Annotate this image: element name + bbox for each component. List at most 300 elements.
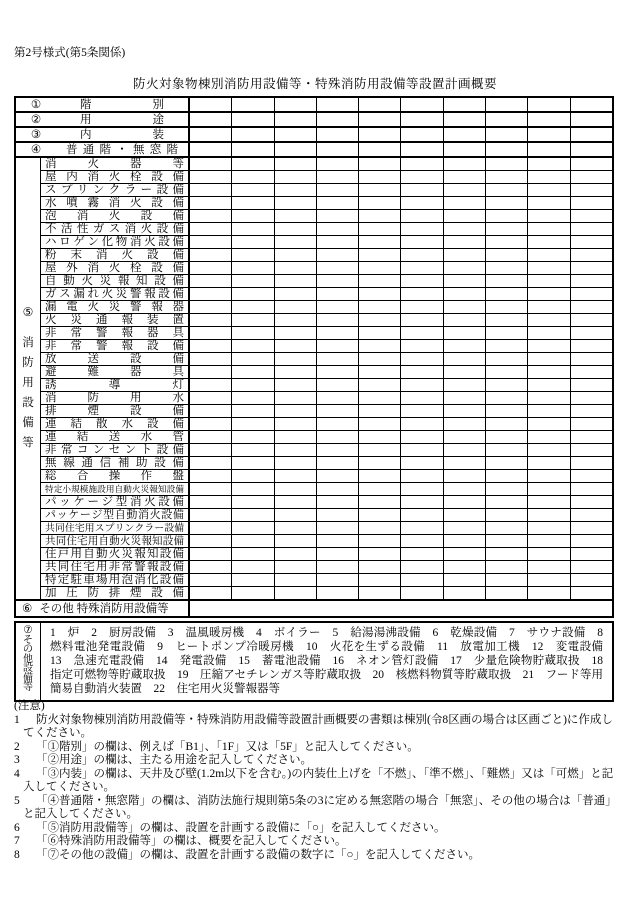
data-cell — [358, 184, 400, 196]
data-cell — [400, 275, 442, 287]
equipment-label: 屋 外 消 火 栓 設 備 — [41, 262, 190, 274]
data-cell — [443, 314, 485, 326]
data-cell — [274, 444, 316, 456]
data-cell — [527, 143, 569, 156]
data-cell — [274, 470, 316, 482]
equipment-row — [41, 483, 612, 496]
equipment-row — [41, 327, 612, 340]
data-cell — [570, 143, 612, 156]
equipment-label: 屋 内 消 火 栓 設 備 — [41, 171, 190, 183]
data-cell — [358, 483, 400, 495]
data-cell — [358, 431, 400, 443]
equipment-row — [41, 561, 612, 574]
row-cells — [190, 496, 612, 508]
data-cell — [400, 561, 442, 573]
section5-label-char: 備 — [22, 416, 34, 429]
data-cell — [358, 143, 400, 156]
data-cell — [485, 301, 527, 313]
equipment-row — [41, 288, 612, 301]
data-cell — [231, 418, 273, 430]
data-cell — [231, 113, 273, 126]
data-cell — [570, 98, 612, 111]
data-cell — [485, 483, 527, 495]
data-cell — [274, 171, 316, 183]
data-cell — [570, 113, 612, 126]
data-cell — [570, 483, 612, 495]
data-cell — [485, 113, 527, 126]
data-cell — [485, 143, 527, 156]
data-cell — [570, 366, 612, 378]
row-cells — [190, 522, 612, 534]
row-cells — [190, 548, 612, 560]
equipment-row — [41, 366, 612, 379]
data-cell — [527, 587, 569, 599]
note-text: 「⑦その他の設備」の欄は、設置を計画する設備の数字に「○」を記入してください。 — [36, 848, 480, 861]
data-cell — [400, 366, 442, 378]
data-cell — [527, 535, 569, 547]
data-cell — [231, 535, 273, 547]
data-cell — [358, 366, 400, 378]
row-cells — [190, 301, 612, 313]
data-cell — [527, 301, 569, 313]
data-cell — [400, 197, 442, 209]
data-cell — [190, 236, 231, 248]
data-cell — [570, 470, 612, 482]
note-item — [14, 822, 622, 836]
data-cell — [570, 418, 612, 430]
data-cell — [190, 301, 231, 313]
data-cell — [527, 392, 569, 404]
row-cells — [190, 561, 612, 573]
data-cell — [527, 327, 569, 339]
data-cell — [274, 405, 316, 417]
equipment-label: 自 動 火 災 報 知 設 備 — [41, 275, 190, 287]
equipment-label: 誘 導 灯 — [41, 379, 190, 391]
data-cell — [274, 210, 316, 222]
data-cell — [400, 301, 442, 313]
row-number: ④ — [30, 143, 42, 156]
data-cell — [443, 327, 485, 339]
data-cell — [443, 366, 485, 378]
data-cell — [316, 353, 358, 365]
data-cell — [274, 496, 316, 508]
note-number: 4 — [14, 767, 20, 780]
data-cell — [527, 444, 569, 456]
data-cell — [485, 392, 527, 404]
row-cells — [190, 366, 612, 378]
row-label — [16, 113, 190, 126]
data-cell — [190, 327, 231, 339]
data-cell — [231, 509, 273, 521]
data-cell — [527, 275, 569, 287]
data-cell — [316, 236, 358, 248]
data-cell — [400, 496, 442, 508]
row-cells — [190, 509, 612, 521]
data-cell — [400, 379, 442, 391]
data-cell — [443, 379, 485, 391]
equipment-label: ス プ リ ン ク ラ ー 設 備 — [41, 184, 190, 196]
data-cell — [400, 184, 442, 196]
data-cell — [527, 483, 569, 495]
equipment-label: 共 同 住 宅 用 自 動 火 災 報 知 設 備 — [41, 535, 190, 547]
equipment-label: 加 圧 防 排 煙 設 備 — [41, 587, 190, 599]
equipment-label: 共 同 住 宅 用 非 常 警 報 設 備 — [41, 561, 190, 573]
data-cell — [190, 496, 231, 508]
data-cell — [190, 158, 231, 170]
data-cell — [358, 301, 400, 313]
data-cell — [231, 522, 273, 534]
data-cell — [400, 444, 442, 456]
data-cell — [443, 236, 485, 248]
data-cell — [358, 509, 400, 521]
data-cell — [527, 171, 569, 183]
data-cell — [316, 327, 358, 339]
data-cell — [527, 379, 569, 391]
top-row — [16, 128, 612, 143]
data-cell — [570, 431, 612, 443]
data-cell — [274, 366, 316, 378]
row-cells — [190, 275, 612, 287]
data-cell — [316, 171, 358, 183]
data-cell — [443, 143, 485, 156]
data-cell — [400, 418, 442, 430]
data-cell — [190, 457, 231, 469]
data-cell — [358, 444, 400, 456]
note-number: 3 — [14, 754, 20, 766]
row-cells — [190, 197, 612, 209]
data-cell — [485, 275, 527, 287]
data-cell — [358, 496, 400, 508]
section6-label — [16, 601, 190, 616]
data-cell — [316, 509, 358, 521]
data-cell — [316, 522, 358, 534]
data-cell — [443, 113, 485, 126]
data-cell — [274, 288, 316, 300]
note-text: 「②用途」の欄は、主たる用途を記入してください。 — [36, 754, 312, 766]
data-cell — [443, 392, 485, 404]
data-cell — [358, 457, 400, 469]
data-cell — [485, 223, 527, 235]
data-cell — [527, 223, 569, 235]
data-cell — [274, 379, 316, 391]
row-label-text: 用 途 — [80, 113, 164, 126]
data-cell — [231, 483, 273, 495]
equipment-row — [41, 431, 612, 444]
data-cell — [190, 444, 231, 456]
data-cell — [527, 405, 569, 417]
data-cell — [231, 587, 273, 599]
notes-section — [14, 700, 622, 862]
data-cell — [485, 314, 527, 326]
data-cell — [358, 158, 400, 170]
equipment-label: 不 活 性 ガ ス 消 火 設 備 — [41, 223, 190, 235]
section5-label-char: 用 — [22, 376, 34, 389]
data-cell — [274, 197, 316, 209]
row-cells — [190, 184, 612, 196]
data-cell — [231, 210, 273, 222]
data-cell — [443, 128, 485, 141]
data-cell — [358, 470, 400, 482]
data-cell — [274, 587, 316, 599]
data-cell — [231, 379, 273, 391]
row-label-text: 普 通 階 ・ 無 窓 階 — [66, 143, 178, 156]
data-cell — [274, 418, 316, 430]
data-cell — [274, 483, 316, 495]
data-cell — [358, 327, 400, 339]
note-number: 1 — [14, 713, 20, 726]
data-cell — [443, 496, 485, 508]
data-cell — [485, 522, 527, 534]
note-text: 「③内装」の欄は、天井及び壁(1.2m以下を含む。)の内装仕上げを「不燃」、「準不燃」、「難燃」又は「可燃」と記入してください。 — [23, 767, 614, 793]
data-cell — [190, 113, 231, 126]
data-cell — [443, 340, 485, 352]
data-cell — [231, 301, 273, 313]
section6-entry-cell — [190, 601, 612, 616]
data-cell — [527, 262, 569, 274]
data-cell — [443, 210, 485, 222]
data-cell — [231, 275, 273, 287]
note-number: 6 — [14, 821, 20, 834]
data-cell — [358, 98, 400, 111]
data-cell — [443, 223, 485, 235]
data-cell — [358, 171, 400, 183]
data-cell — [570, 262, 612, 274]
row-cells — [190, 158, 612, 170]
row-cells — [190, 210, 612, 222]
data-cell — [316, 184, 358, 196]
note-item — [14, 741, 622, 755]
data-cell — [190, 548, 231, 560]
data-cell — [443, 522, 485, 534]
row-cells — [190, 143, 612, 156]
data-cell — [190, 184, 231, 196]
equipment-row — [41, 236, 612, 249]
data-cell — [570, 548, 612, 560]
equipment-row — [41, 587, 612, 599]
data-cell — [443, 353, 485, 365]
data-cell — [485, 98, 527, 111]
equipment-label: パ ッ ケ ー ジ 型 消 火 設 備 — [41, 496, 190, 508]
data-cell — [485, 158, 527, 170]
data-cell — [190, 223, 231, 235]
equipment-label: 住 戸 用 自 動 火 災 報 知 設 備 — [41, 548, 190, 560]
row-cells — [190, 327, 612, 339]
note-item — [14, 795, 622, 822]
data-cell — [358, 262, 400, 274]
data-cell — [190, 366, 231, 378]
data-cell — [443, 431, 485, 443]
equipment-row — [41, 405, 612, 418]
row-cells — [190, 340, 612, 352]
data-cell — [570, 128, 612, 141]
section6-label-text: その他 特殊消防用設備等 — [39, 602, 169, 615]
data-cell — [400, 340, 442, 352]
data-cell — [443, 184, 485, 196]
data-cell — [316, 223, 358, 235]
data-cell — [231, 431, 273, 443]
row-number: ② — [30, 113, 42, 126]
notes-title: (注意) — [14, 700, 45, 712]
section7-text: 1 炉 2 厨房設備 3 温風暖房機 4 ボイラー 5 給湯湯沸設備 6 乾燥設備 7 サウナ設備 8 燃料電池発電設備 9 ヒートポンプ冷暖房機 10 火花を生ずる設備 11 放電加工機 12 変電設備 13 急速充電設備 14 発電設備 15 蓄電池設備 16 ネオン管灯設備 17 少量危険物貯蔵取扱 18 指定可燃物等貯蔵取扱 19 圧縮アセチレンガス等貯蔵取扱 20 核燃料物質等貯蔵取扱 21 フード等用簡易自動消火装置 22 住宅用火災警報器等 — [50, 627, 615, 695]
row-cells — [190, 431, 612, 443]
data-cell — [527, 314, 569, 326]
data-cell — [570, 249, 612, 261]
data-cell — [231, 128, 273, 141]
data-cell — [358, 128, 400, 141]
data-cell — [443, 470, 485, 482]
equipment-row — [41, 158, 612, 171]
data-cell — [190, 418, 231, 430]
row-cells — [190, 262, 612, 274]
data-cell — [527, 288, 569, 300]
data-cell — [316, 301, 358, 313]
equipment-row — [41, 379, 612, 392]
data-cell — [570, 171, 612, 183]
row-number: ③ — [30, 128, 42, 141]
data-cell — [570, 210, 612, 222]
data-cell — [570, 522, 612, 534]
data-cell — [358, 197, 400, 209]
data-cell — [400, 236, 442, 248]
row-cells — [190, 249, 612, 261]
data-cell — [443, 509, 485, 521]
data-cell — [527, 457, 569, 469]
section7-label-char: 他 — [23, 653, 33, 665]
data-cell — [231, 184, 273, 196]
equipment-label: 特 定 駐 車 場 用 泡 消 化 設 備 — [41, 574, 190, 586]
data-cell — [570, 314, 612, 326]
data-cell — [443, 561, 485, 573]
data-cell — [443, 535, 485, 547]
equipment-label: 非 常 コ ン セ ン ト 設 備 — [41, 444, 190, 456]
data-cell — [527, 197, 569, 209]
data-cell — [527, 340, 569, 352]
top-rows — [16, 98, 612, 158]
data-cell — [485, 128, 527, 141]
data-cell — [443, 587, 485, 599]
data-cell — [231, 405, 273, 417]
data-cell — [316, 210, 358, 222]
row-label — [16, 98, 190, 111]
data-cell — [527, 418, 569, 430]
note-text: 「⑥特殊消防用設備等」の欄は、概要を記入してください。 — [36, 835, 347, 847]
data-cell — [443, 262, 485, 274]
data-cell — [231, 548, 273, 560]
data-cell — [527, 353, 569, 365]
data-cell — [274, 236, 316, 248]
note-number: 2 — [14, 740, 20, 753]
data-cell — [527, 431, 569, 443]
data-cell — [274, 184, 316, 196]
data-cell — [400, 483, 442, 495]
data-cell — [358, 548, 400, 560]
equipment-row — [41, 262, 612, 275]
data-cell — [400, 314, 442, 326]
data-cell — [485, 288, 527, 300]
data-cell — [570, 509, 612, 521]
data-cell — [231, 457, 273, 469]
data-cell — [316, 496, 358, 508]
equipment-row — [41, 249, 612, 262]
data-cell — [316, 113, 358, 126]
page-title: 防火対象物棟別消防用設備等・特殊消防用設備等設置計画概要 — [132, 77, 497, 91]
data-cell — [400, 431, 442, 443]
data-cell — [190, 379, 231, 391]
data-cell — [231, 158, 273, 170]
data-cell — [316, 483, 358, 495]
data-cell — [527, 470, 569, 482]
data-cell — [316, 535, 358, 547]
data-cell — [316, 197, 358, 209]
data-cell — [316, 418, 358, 430]
row-cells — [190, 379, 612, 391]
data-cell — [485, 197, 527, 209]
data-cell — [485, 236, 527, 248]
data-cell — [570, 535, 612, 547]
equipment-label: ガ ス 漏 れ 火 災 警 報 設 備 — [41, 288, 190, 300]
data-cell — [231, 98, 273, 111]
section6-number: ⑥ — [22, 602, 33, 615]
section5 — [16, 158, 612, 601]
data-cell — [316, 288, 358, 300]
data-cell — [190, 561, 231, 573]
data-cell — [190, 249, 231, 261]
equipment-row — [41, 340, 612, 353]
data-cell — [570, 587, 612, 599]
data-cell — [570, 353, 612, 365]
data-cell — [231, 340, 273, 352]
equipment-row — [41, 314, 612, 327]
data-cell — [358, 236, 400, 248]
data-cell — [358, 210, 400, 222]
equipment-label: 粉 末 消 火 設 備 — [41, 249, 190, 261]
data-cell — [274, 314, 316, 326]
equipment-label: 排 煙 設 備 — [41, 405, 190, 417]
data-cell — [316, 574, 358, 586]
section7-label-char: 設 — [23, 663, 33, 675]
equipment-row — [41, 223, 612, 236]
section7-label-char: 等 — [23, 682, 33, 694]
data-cell — [358, 223, 400, 235]
data-cell — [570, 197, 612, 209]
data-cell — [190, 275, 231, 287]
data-cell — [190, 98, 231, 111]
equipment-label: 総 合 操 作 盤 — [41, 470, 190, 482]
data-cell — [485, 353, 527, 365]
data-cell — [274, 561, 316, 573]
equipment-label: パ ッ ケ ー ジ 型 自 動 消 火 設 備 — [41, 509, 190, 521]
row-cells — [190, 353, 612, 365]
data-cell — [316, 548, 358, 560]
equipment-label: 連 結 散 水 設 備 — [41, 418, 190, 430]
row-cells — [190, 483, 612, 495]
data-cell — [231, 366, 273, 378]
data-cell — [485, 561, 527, 573]
data-cell — [190, 353, 231, 365]
data-cell — [443, 158, 485, 170]
data-cell — [485, 340, 527, 352]
data-cell — [527, 509, 569, 521]
data-cell — [527, 496, 569, 508]
data-cell — [400, 210, 442, 222]
note-text: 「⑤消防用設備等」の欄は、設置を計画する設備に「○」を記入してください。 — [36, 821, 446, 834]
data-cell — [400, 113, 442, 126]
row-number: ① — [30, 98, 42, 111]
data-cell — [274, 262, 316, 274]
data-cell — [443, 444, 485, 456]
equipment-row — [41, 184, 612, 197]
data-cell — [190, 171, 231, 183]
